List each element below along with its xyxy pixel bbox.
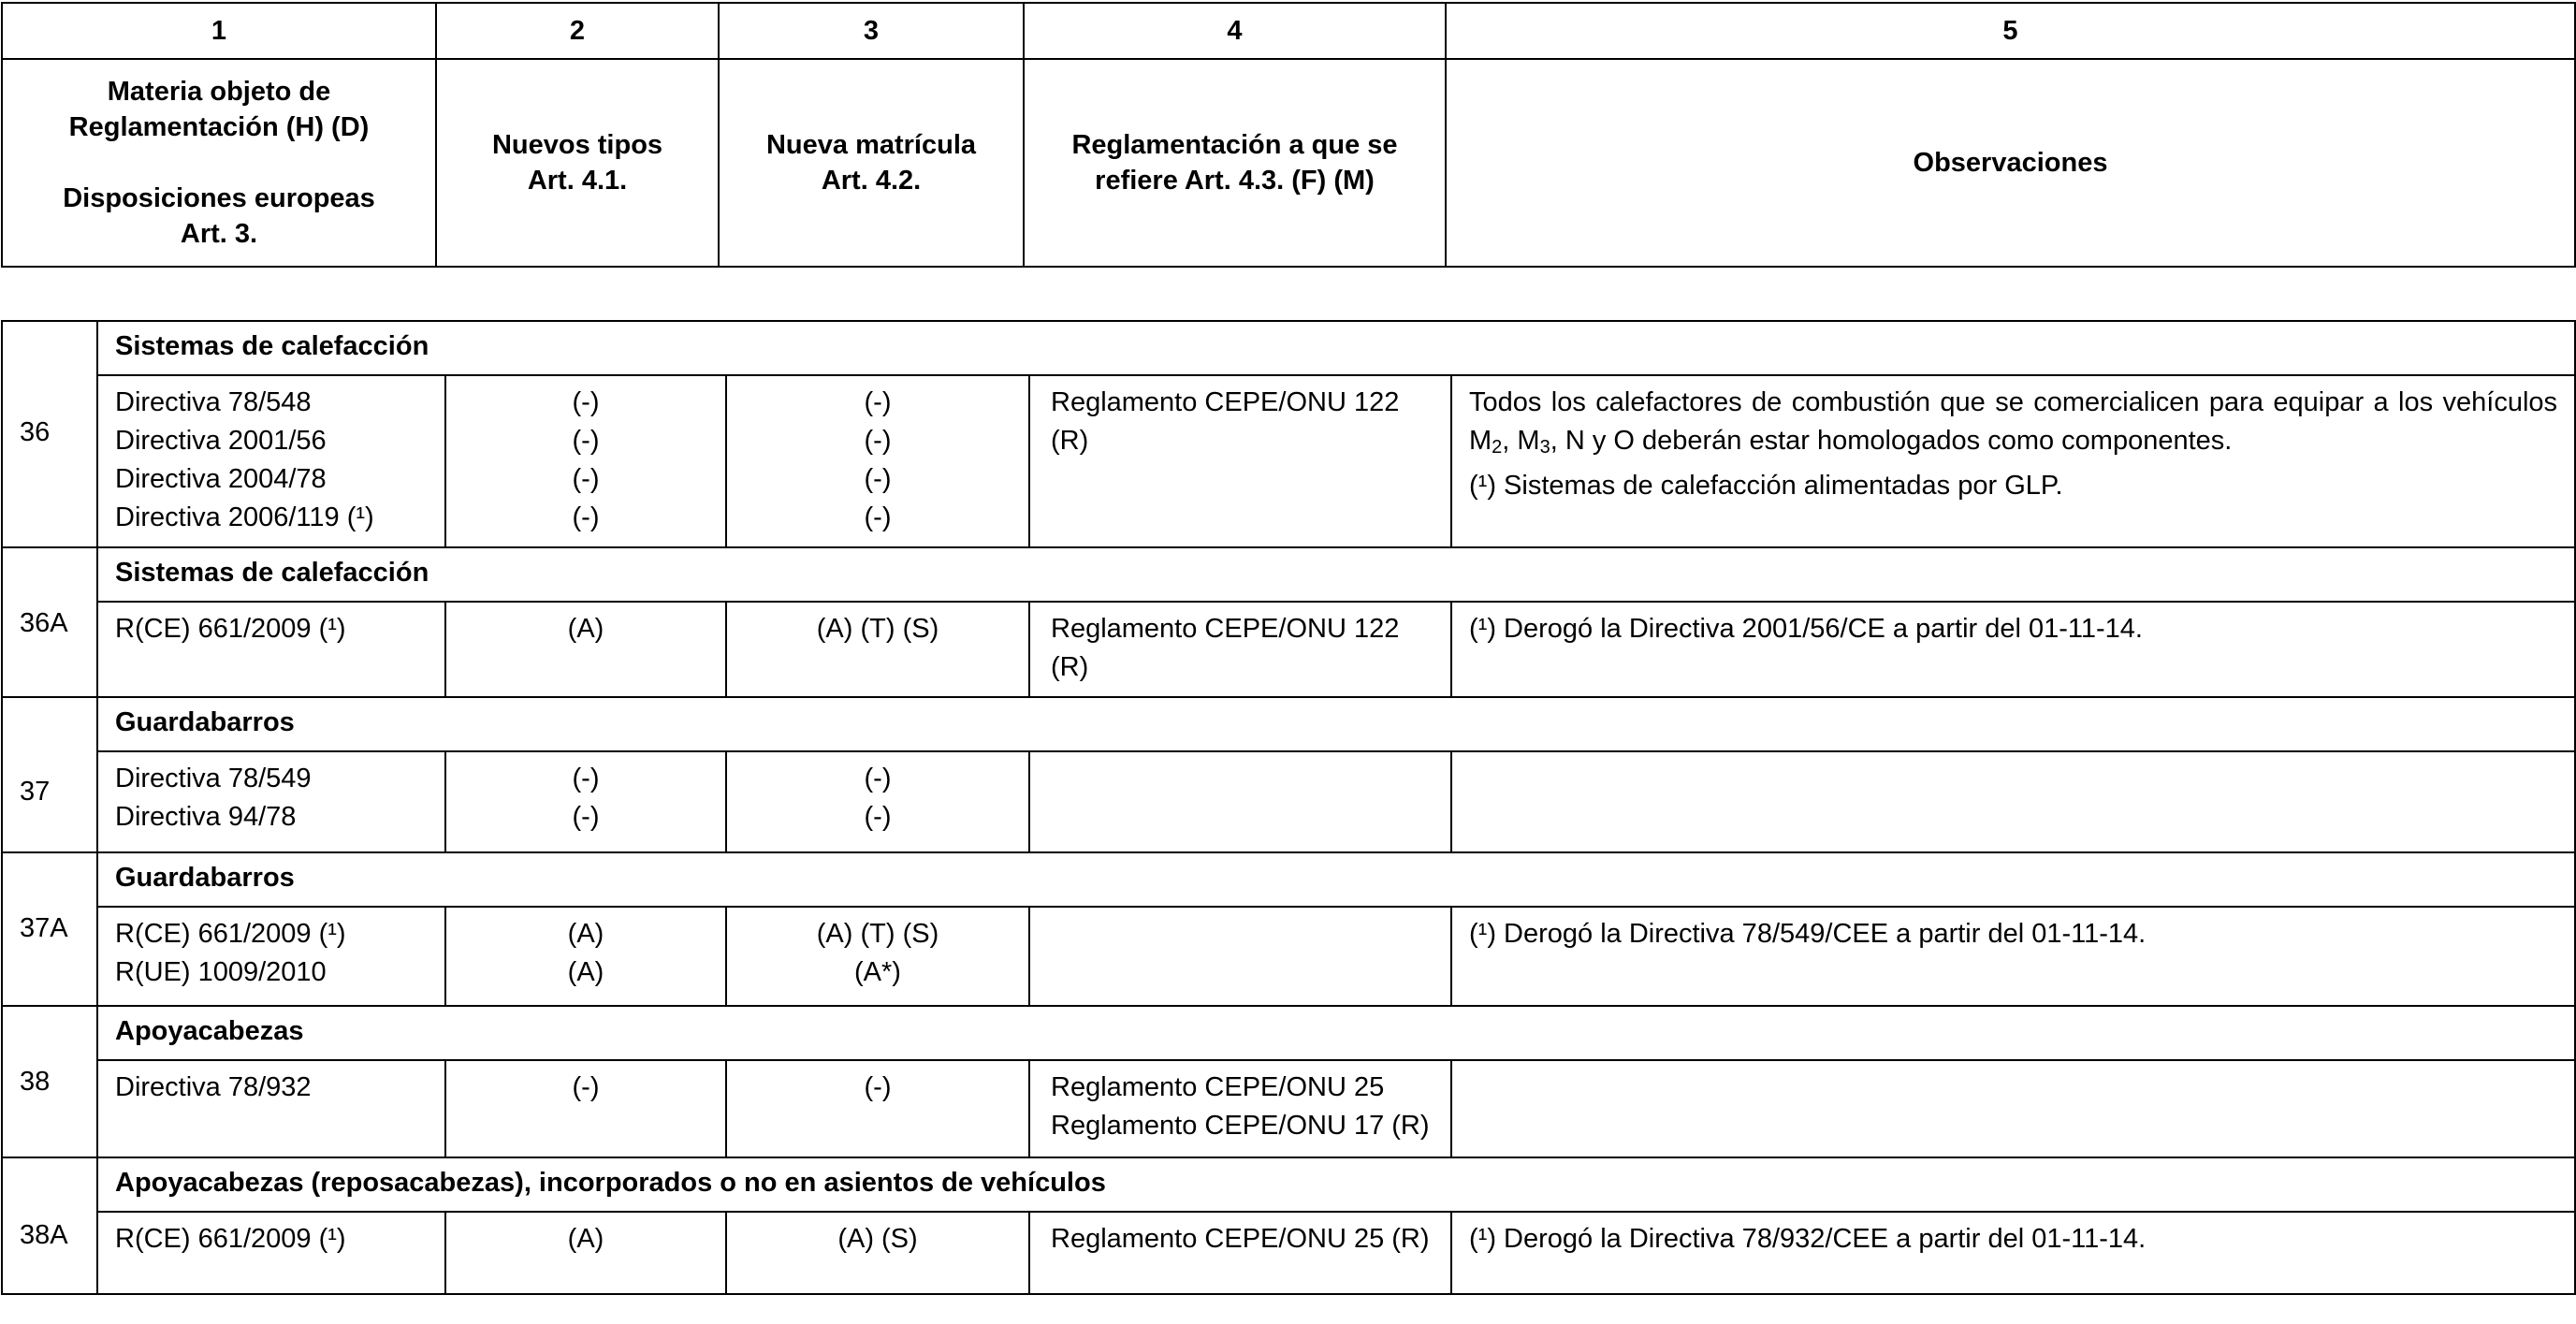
col-number-5: 5 — [1446, 3, 2575, 59]
col-header-line: Reglamentación a que se — [1071, 130, 1398, 160]
nuevos-value: (-) — [572, 1072, 600, 1102]
col-header-line: Nueva matrícula — [765, 130, 977, 160]
vehicle-category: M — [1469, 426, 1492, 456]
nueva-matricula-cell — [726, 602, 1029, 697]
reglamentacion-item: Reglamento CEPE/ONU 122 — [1051, 387, 1400, 417]
row-code: 38 — [2, 1006, 97, 1157]
table-row-detail — [2, 1212, 2575, 1294]
nuevos-tipos-cell — [445, 602, 726, 697]
col-header-line: Art. 4.1. — [527, 166, 628, 196]
column-label-row — [2, 59, 2575, 267]
col-header-materia-line: Art. 3. — [180, 219, 258, 249]
dispositions-cell — [97, 602, 445, 697]
observaciones-cell — [1451, 602, 2575, 697]
col-number-2: 2 — [436, 3, 719, 59]
table-row-detail — [2, 1060, 2575, 1157]
disposition-item: R(CE) 661/2009 (¹) — [115, 1224, 346, 1254]
nuevos-tipos-cell — [445, 375, 726, 547]
reglamentacion-cell — [1029, 751, 1451, 852]
nuevos-tipos-cell — [445, 751, 726, 852]
disposition-item: Directiva 78/548 — [115, 387, 312, 417]
reglamentacion-item: Reglamento CEPE/ONU 122 — [1051, 614, 1400, 644]
col-header-materia-line: Disposiciones europeas — [63, 183, 375, 213]
row-title: Guardabarros — [97, 697, 2575, 751]
table-row-detail — [2, 375, 2575, 547]
disposition-item: R(CE) 661/2009 (¹) — [115, 919, 346, 949]
disposition-item: Directiva 78/932 — [115, 1072, 312, 1102]
observaciones-cell — [1451, 1060, 2575, 1157]
table-row — [2, 547, 2575, 602]
observaciones-cell: Todos los calefactores de combustión que se comercialicen para equipar a los vehículos $M_2$, $M_3$, N y O deberán estar homologados como componentes. (¹) Sistemas de calefacción alimentadas por GLP. — [1451, 375, 2575, 547]
nuevos-value: (-) — [572, 426, 600, 456]
reglamentacion-item: Reglamento CEPE/ONU 17 (R) — [1051, 1111, 1430, 1141]
col-number-4: 4 — [1024, 3, 1446, 59]
observaciones-cell — [1451, 907, 2575, 1006]
header-table — [1, 2, 2576, 268]
regulation-table — [1, 320, 2576, 1295]
observaciones-cell — [1451, 751, 2575, 852]
nueva-matricula-cell — [726, 1212, 1029, 1294]
nuevos-tipos-cell — [445, 1060, 726, 1157]
col-header-nuevos-tipos — [436, 59, 719, 267]
reglamentacion-item: (R) — [1051, 652, 1089, 682]
table-row — [2, 852, 2575, 907]
matricula-value: (A*) — [854, 957, 901, 987]
matricula-value: (A) (T) (S) — [816, 614, 939, 644]
row-code: 37A — [2, 852, 97, 1006]
vehicle-category: M — [1517, 426, 1540, 456]
row-title: Sistemas de calefacción — [97, 547, 2575, 602]
disposition-item: Directiva 2001/56 — [115, 426, 327, 456]
reglamentacion-cell — [1029, 1212, 1451, 1294]
observation-text: , N y O deberán estar homologados como componentes. — [1550, 426, 2233, 456]
vehicle-category-sub: 3 — [1539, 437, 1550, 458]
nuevos-value: (A) — [567, 1224, 604, 1254]
nuevos-value: (-) — [572, 802, 600, 832]
col-header-nueva-matricula — [719, 59, 1024, 267]
table-row — [2, 321, 2575, 375]
dispositions-cell — [97, 375, 445, 547]
nueva-matricula-cell — [726, 375, 1029, 547]
table-row — [2, 1006, 2575, 1060]
row-code: 38A — [2, 1157, 97, 1294]
col-header-materia-line: Reglamentación (H) (D) — [68, 112, 370, 142]
observation-text: Todos los calefactores de combustión que se comercialicen para equipar a los vehículos — [1469, 387, 2558, 417]
disposition-item: R(UE) 1009/2010 — [115, 957, 327, 987]
reglamentacion-cell — [1029, 907, 1451, 1006]
matricula-value: (-) — [864, 1072, 892, 1102]
reglamentacion-item: Reglamento CEPE/ONU 25 (R) — [1051, 1224, 1430, 1254]
nuevos-value: (-) — [572, 764, 600, 793]
observation-footnote: (¹) Sistemas de calefacción alimentadas por GLP. — [1469, 471, 2063, 501]
row-title: Apoyacabezas — [97, 1006, 2575, 1060]
matricula-value: (-) — [864, 764, 892, 793]
matricula-value: (-) — [864, 426, 892, 456]
matricula-value: (-) — [864, 464, 892, 494]
nuevos-value: (-) — [572, 464, 600, 494]
row-title: Guardabarros — [97, 852, 2575, 907]
matricula-value: (A) (S) — [837, 1224, 918, 1254]
col-header-materia — [2, 59, 436, 267]
row-title: Sistemas de calefacción — [97, 321, 2575, 375]
row-code: 36 — [2, 321, 97, 547]
col-header-line: refiere Art. 4.3. (F) (M) — [1095, 166, 1375, 196]
observation-footnote: (¹) Derogó la Directiva 78/549/CEE a partir del 01-11-14. — [1469, 919, 2147, 949]
table-row-detail — [2, 751, 2575, 852]
matricula-value: (A) (T) (S) — [816, 919, 939, 949]
table-row-detail — [2, 602, 2575, 697]
col-header-line: Art. 4.2. — [821, 166, 922, 196]
reglamentacion-cell — [1029, 1060, 1451, 1157]
dispositions-cell — [97, 907, 445, 1006]
col-header-reglamentacion — [1024, 59, 1446, 267]
nuevos-value: (-) — [572, 502, 600, 532]
disposition-item: Directiva 94/78 — [115, 802, 297, 832]
nuevos-tipos-cell — [445, 907, 726, 1006]
nueva-matricula-cell — [726, 751, 1029, 852]
table-row-detail — [2, 907, 2575, 1006]
col-header-line: Nuevos tipos — [491, 130, 663, 160]
nuevos-value: (A) — [567, 614, 604, 644]
disposition-item: Directiva 78/549 — [115, 764, 312, 793]
matricula-value: (-) — [864, 502, 892, 532]
nuevos-value: (-) — [572, 387, 600, 417]
col-number-1: 1 — [2, 3, 436, 59]
nuevos-tipos-cell — [445, 1212, 726, 1294]
reglamentacion-cell — [1029, 375, 1451, 547]
col-header-materia-line: Materia objeto de — [107, 77, 331, 107]
dispositions-cell — [97, 1212, 445, 1294]
matricula-value: (-) — [864, 387, 892, 417]
reglamentacion-cell — [1029, 602, 1451, 697]
col-header-observaciones: Observaciones — [1446, 59, 2575, 267]
observaciones-cell — [1451, 1212, 2575, 1294]
disposition-item: R(CE) 661/2009 (¹) — [115, 614, 346, 644]
reglamentacion-item: Reglamento CEPE/ONU 25 — [1051, 1072, 1385, 1102]
column-number-row — [2, 3, 2575, 59]
table-row — [2, 1157, 2575, 1212]
nueva-matricula-cell — [726, 1060, 1029, 1157]
dispositions-cell — [97, 751, 445, 852]
disposition-item: Directiva 2004/78 — [115, 464, 327, 494]
table-row — [2, 697, 2575, 751]
disposition-item: Directiva 2006/119 (¹) — [115, 502, 374, 532]
observation-footnote: (¹) Derogó la Directiva 2001/56/CE a partir del 01-11-14. — [1469, 614, 2143, 644]
row-title: Apoyacabezas (reposacabezas), incorporados o no en asientos de vehículos — [97, 1157, 2575, 1212]
nuevos-value: (A) — [567, 919, 604, 949]
row-code: 36A — [2, 547, 97, 697]
nueva-matricula-cell — [726, 907, 1029, 1006]
observation-footnote: (¹) Derogó la Directiva 78/932/CEE a partir del 01-11-14. — [1469, 1224, 2147, 1254]
reglamentacion-item: (R) — [1051, 426, 1089, 456]
nuevos-value: (A) — [567, 957, 604, 987]
vehicle-category-sub: 2 — [1492, 437, 1503, 458]
col-number-3: 3 — [719, 3, 1024, 59]
col-header-spacer — [3, 145, 435, 181]
matricula-value: (-) — [864, 802, 892, 832]
dispositions-cell — [97, 1060, 445, 1157]
row-code: 37 — [2, 697, 97, 852]
